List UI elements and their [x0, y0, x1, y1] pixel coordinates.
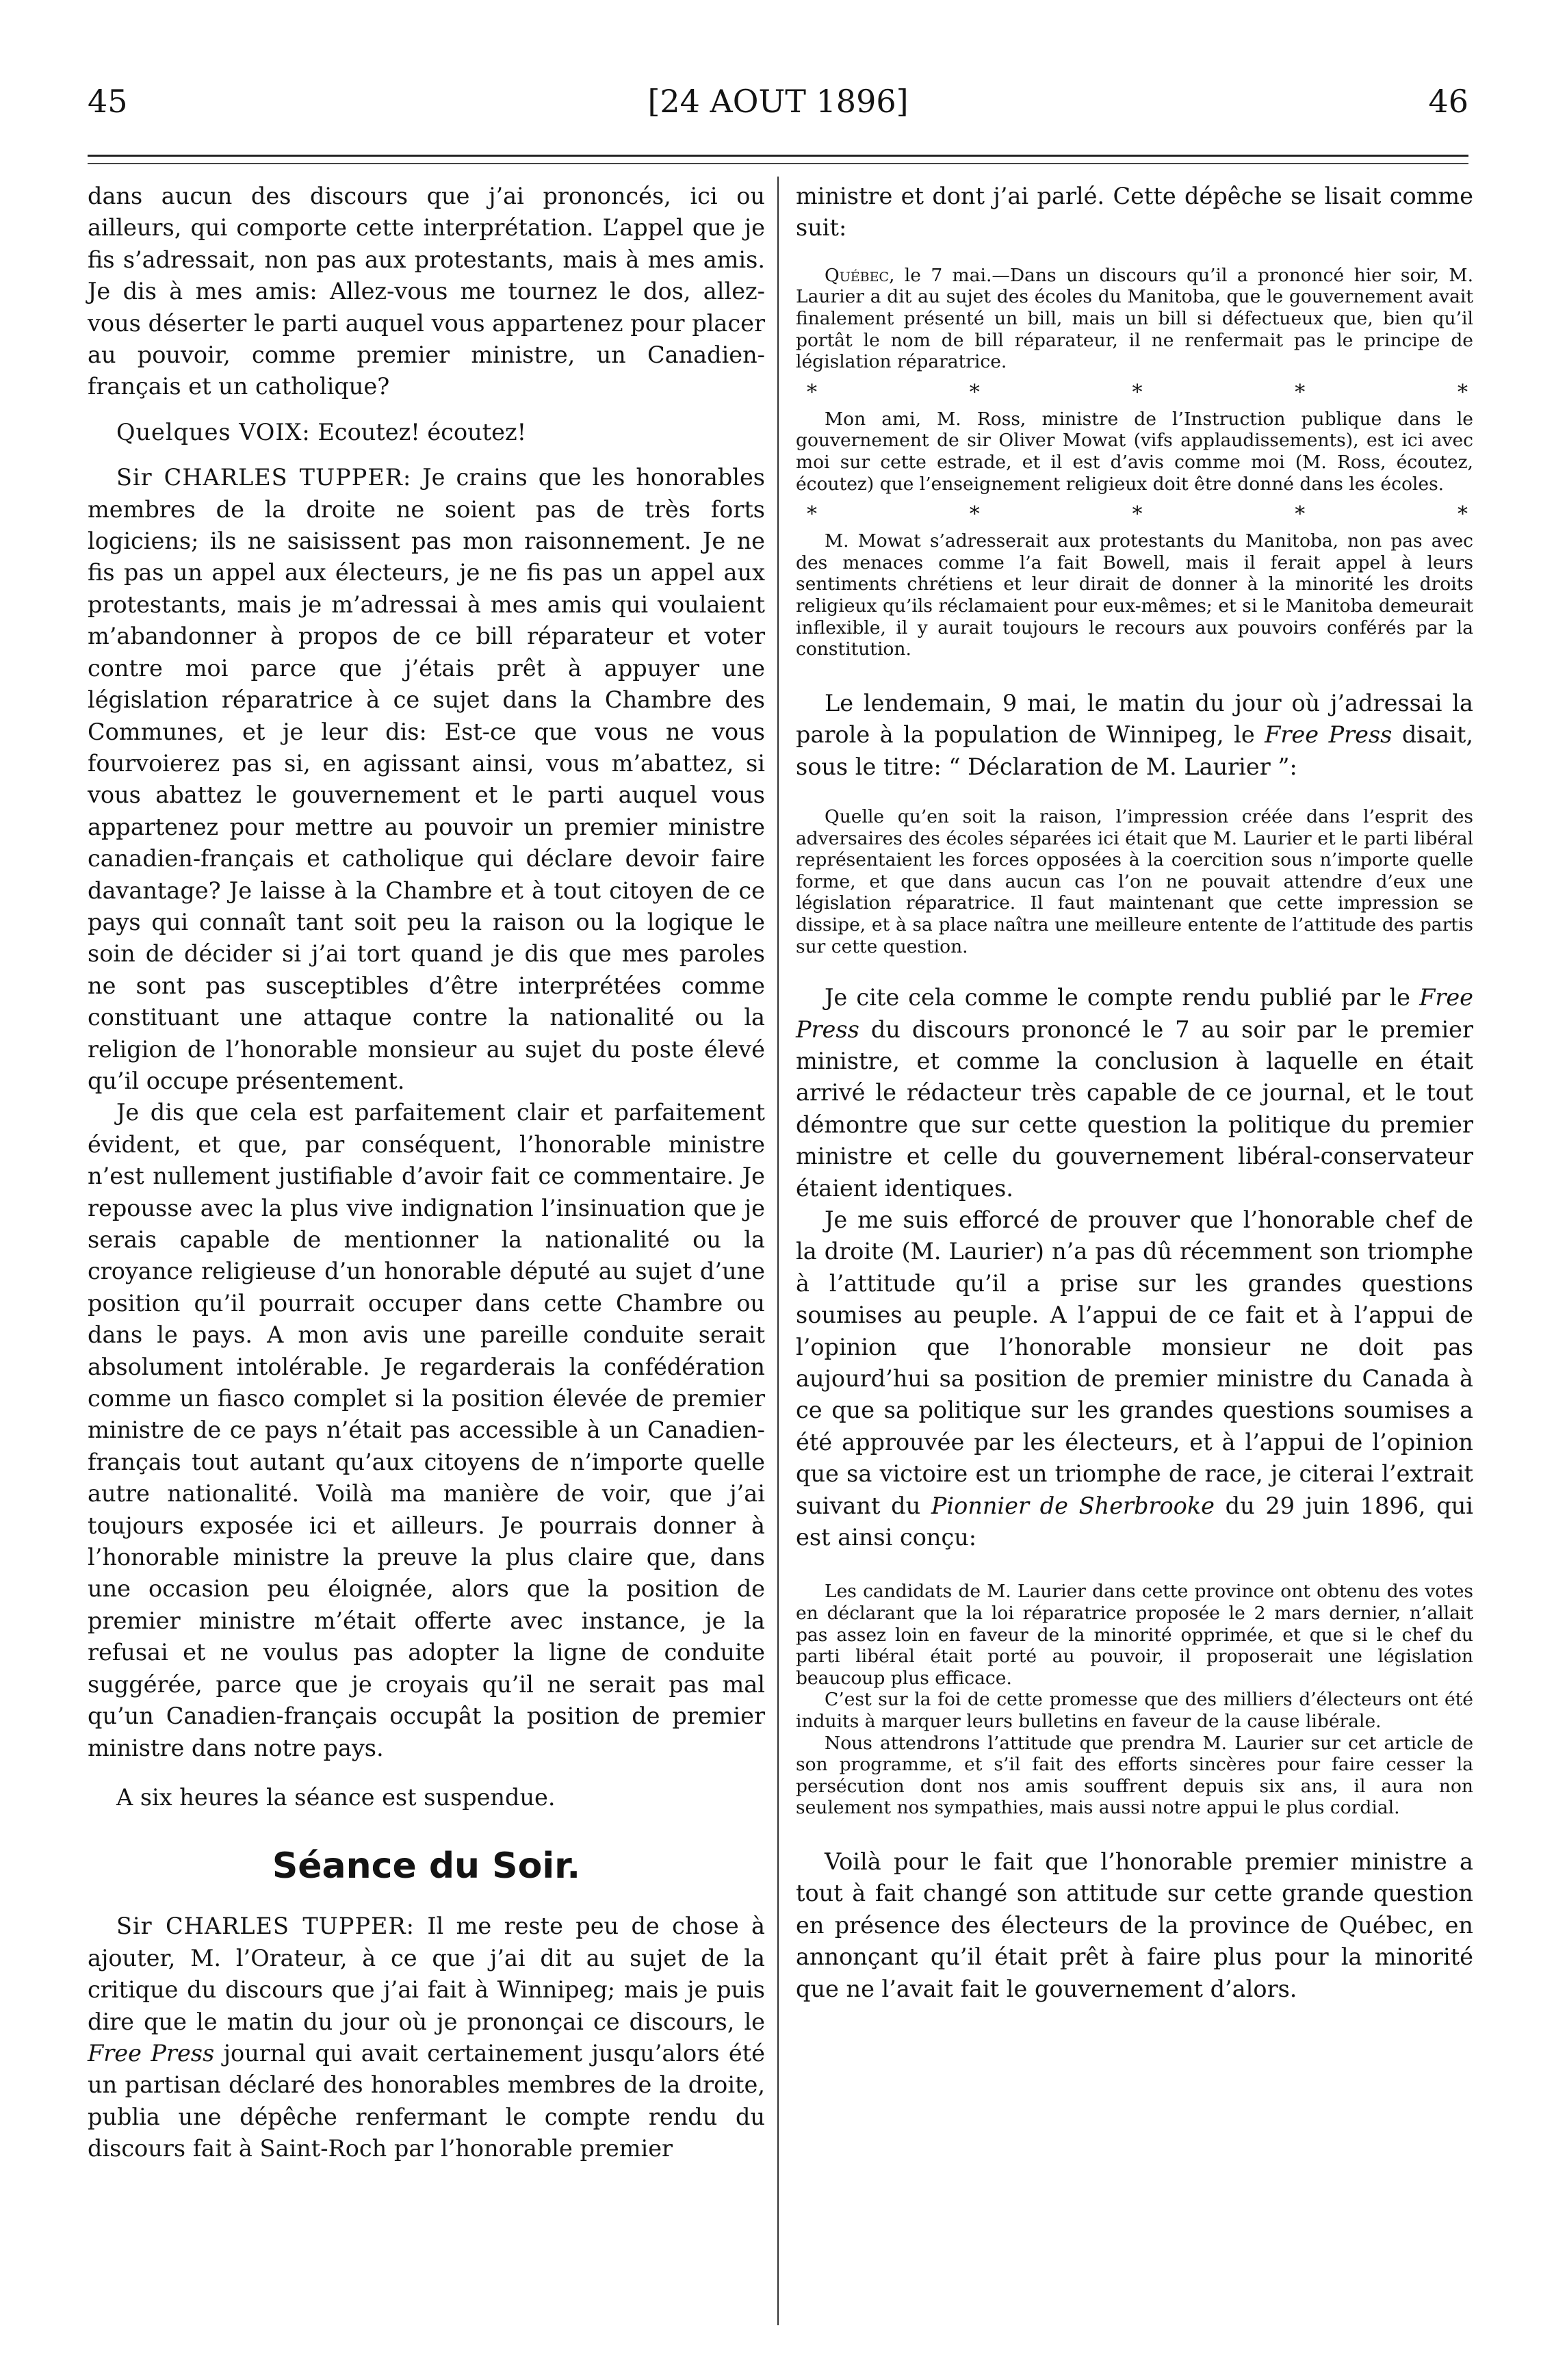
newspaper-title: Free Press — [796, 984, 1473, 1043]
newspaper-title: Free Press — [1265, 721, 1393, 749]
paragraph-continuation-right: ministre et dont j’ai parlé. Cette dépêche se lisait comme suit: — [796, 183, 1473, 242]
tupper-evening-paragraph: Sir CHARLES TUPPER: Il me reste peu de chose à ajouter, M. l’Orateur, à ce que j’ai dit au sujet de la critique du discours que j’ai fait à Winnipeg; mais je puis dire que le matin du jour où je prononçai ce discours, le Free Press journal qui avait certainement jusqu’alors été un partisan déclaré des honorables membres de la droite, publia une dépêche renfermant le compte rendu du discours fait à Saint-Roch par l’honorable premier — [88, 1913, 765, 2162]
left-column — [88, 181, 765, 2165]
speaker-tupper: Sir CHARLES TUPPER: — [116, 464, 412, 491]
paragraph-lendemain: Le lendemain, 9 mai, le matin du jour où j’adressai la parole à la population de Winnipeg, le Free Press disait, sous le titre: “ Déclaration de M. Laurier ”: — [796, 689, 1473, 780]
evening-sitting-heading: Séance du Soir. — [272, 1846, 581, 1887]
speaker-voix: Quelques VOIX: — [116, 418, 311, 445]
quoted-pionnier-2: C’est sur la foi de cette promesse que des milliers d’électeurs ont été induits à marquer leurs bulletins en faveur de la cause libérale. — [796, 1689, 1473, 1732]
tupper-speech-text: Je crains que les honorables membres de la droite ne soient pas de très forts logiciens; ils ne saisissent pas mon raisonnement. Je ne fis pas un appel aux électeurs, je ne fis pas un appel aux protestants, mais je m’adressai à mes amis qui voulaient m’abandonner à propos de ce bill réparateur et voter contre moi parce que j’étais prêt à appuyer une législation réparatrice à ce sujet dans la Chambre des Communes, et je leur dis: Est-ce que vous ne vous fourvoierez pas si, en agissant ainsi, vous m’abattez, si vous abattez le gouvernement et le parti auquel vous appartenez pour mettre au pouvoir un premier ministre canadien-français et catholique qui déclare devoir faire davantage? Je laisse à la Chambre et à tout citoyen de ce pays qui connaît tant soit peu la raison ou la logique le soin de décider si j’ai tort quand je dis que mes paroles ne sont pas susceptibles d’être interprétées comme constituant une attaque contre la nationalité ou la religion de l’honorable monsieur au sujet du poste élevé qu’il occupe présentement. — [88, 464, 765, 1094]
quoted-free-press: Quelle qu’en soit la raison, l’impression créée dans l’esprit des adversaires des écoles séparées ici était que M. Laurier et le parti libéral représentaient les forces opposées à la coercition sous n’importe quelle forme, et que dans aucun cas l’on ne pouvait attendre d’eux une législation réparatrice. Il faut maintenant que cette impression se dissipe, et à sa place naîtra une meilleure entente de l’attitude des partis sur cette question. — [796, 805, 1473, 957]
quoted-pionnier-3: Nous attendrons l’attitude que prendra M. Laurier sur cet article de son programme, et s’il fait des efforts sincères pour faire cesser la persécution dont nos amis souffrent depuis six ans, il aura non seulement nos sympathies, mais aussi notre appui le plus cordial. — [796, 1732, 1473, 1819]
page-header — [88, 74, 1468, 129]
ellipsis-stars-1: * * * * * — [807, 380, 1468, 404]
paragraph-je-me-suis: Je me suis efforcé de prouver que l’honorable chef de la droite (M. Laurier) n’a pas dû récemment son triomphe à l’attitude qu’il a prise sur les grandes questions soumises au peuple. A l’appui de ce fait et à l’appui de l’opinion que l’honorable monsieur ne doit pas aujourd’hui sa position de premier ministre du Canada à ce que sa politique sur les grandes questions soumises a été approuvée par les électeurs, et à l’appui de l’opinion que sa victoire est un triomphe de race, je citerai l’extrait suivant du Pionnier de Sherbrooke du 29 juin 1896, qui est ainsi conçu: — [796, 1206, 1474, 1551]
sitting-suspended: A six heures la séance est suspendue. — [116, 1783, 556, 1811]
header-rule-thin — [88, 163, 1468, 164]
dateline-place: Québec — [825, 264, 889, 286]
interjection-text: Ecoutez! écoutez! — [310, 418, 527, 445]
tupper-speech-paragraph — [88, 462, 765, 1097]
quoted-dispatch-1: Québec, le 7 mai.—Dans un discours qu’il a prononcé hier soir, M. Laurier a dit au sujet des écoles du Manitoba, que le gouvernement avait finalement présenté un bill, mais un bill si défectueux que, bien qu’il portât le nom de bill réparateur, il ne renfermait pas le principe de législation réparatrice. — [796, 264, 1473, 373]
interjection-paragraph — [88, 417, 765, 448]
newspaper-title-pionnier: Pionnier de Sherbrooke — [931, 1492, 1215, 1519]
page-number-left: 45 — [88, 83, 128, 120]
page-date: [24 AOUT 1896] — [647, 83, 909, 120]
speaker-tupper-evening: Sir CHARLES TUPPER: — [116, 1913, 415, 1940]
newspaper-title: Free Press — [88, 2039, 215, 2067]
quoted-pionnier-1: Les candidats de M. Laurier dans cette province ont obtenu des votes en déclarant que la loi réparatrice proposée le 2 mars dernier, n’allait pas assez loin en faveur de la minorité opprimée, et que si le chef du parti libéral était porté au pouvoir, il proposerait une législation beaucoup plus efficace. — [796, 1581, 1473, 1689]
page-number-right: 46 — [1428, 83, 1468, 120]
paragraph-je-dis: Je dis que cela est parfaitement clair et parfaitement évident, et que, par conséquent, l’honorable ministre n’est nullement justifiable d’avoir fait ce commentaire. Je repousse avec la plus vive indignation l’insinuation que je serais capable de mentionner la nationalité ou la croyance religieuse d’un honorable député au sujet d’une position qu’il pourrait occuper dans cette Chambre ou dans le pays. A mon avis une pareille conduite serait absolument intolérable. Je regarderais la confédération comme un fiasco complet si la position élevée de premier ministre de ce pays n’était pas accessible à un Canadien-français tout autant qu’aux citoyens de n’importe quelle autre nationalité. Voilà ma manière de voir, que j’ai toujours exposée ici et ailleurs. Je pourrais donner à l’honorable ministre la preuve la plus claire que, dans une occasion peu éloignée, alors que la position de premier ministre m’était offerte avec instance, je la refusai et ne voulus pas adopter la ligne de conduite suggérée, parce que je croyais qu’il ne serait pas mal qu’un Canadien-français occupât la position de premier ministre dans notre pays. — [88, 1099, 765, 1761]
ellipsis-stars-2: * * * * * — [807, 502, 1468, 527]
right-column — [796, 181, 1473, 2005]
paragraph-continuation: dans aucun des discours que j’ai prononcés, ici ou ailleurs, qui comporte cette interprétation. L’appel que je fis s’adressait, non pas aux protestants, mais à mes amis. Je dis à mes amis: Allez-vous me tournez le dos, allez-vous déserter le parti auquel vous appartenez pour placer au pouvoir, comme premier ministre, un Canadien-français et un catholique? — [88, 183, 765, 400]
paragraph-voila: Voilà pour le fait que l’honorable premier ministre a tout à fait changé son attitude sur cette grande question en présence des électeurs de la province de Québec, en annonçant qu’il était prêt à faire plus pour la minorité que ne l’avait fait le gouvernement d’alors. — [796, 1848, 1473, 2002]
paragraph-je-cite: Je cite cela comme le compte rendu publié par le Free Press du discours prononcé le 7 au soir par le premier ministre, et comme la conclusion à laquelle en était arrivé le rédacteur très capable de ce journal, et le tout démontre que sur cette question la politique du premier ministre et celle du gouvernement libéral-conservateur étaient identiques. — [796, 984, 1473, 1202]
quoted-dispatch-3: M. Mowat s’adresserait aux protestants du Manitoba, non pas avec des menaces comme l’a fait Bowell, mais il ferait appel à leurs sentiments chrétiens et leur dirait de donner à la minorité les droits religieux qu’ils réclamaient pour eux-mêmes; et si le Manitoba demeurait inflexible, il y aurait toujours le recours aux pouvoirs conférés par la constitution. — [796, 530, 1473, 660]
header-rule-thick — [88, 155, 1468, 157]
column-divider — [777, 177, 779, 2325]
quoted-dispatch-2: Mon ami, M. Ross, ministre de l’Instruction publique dans le gouvernement de sir Oliver Mowat (vifs applaudissements), est ici avec moi sur cette estrade, et il est d’avis comme moi (M. Ross, écoutez, écoutez) que l’enseignement religieux doit être donné dans les écoles. — [796, 408, 1473, 495]
